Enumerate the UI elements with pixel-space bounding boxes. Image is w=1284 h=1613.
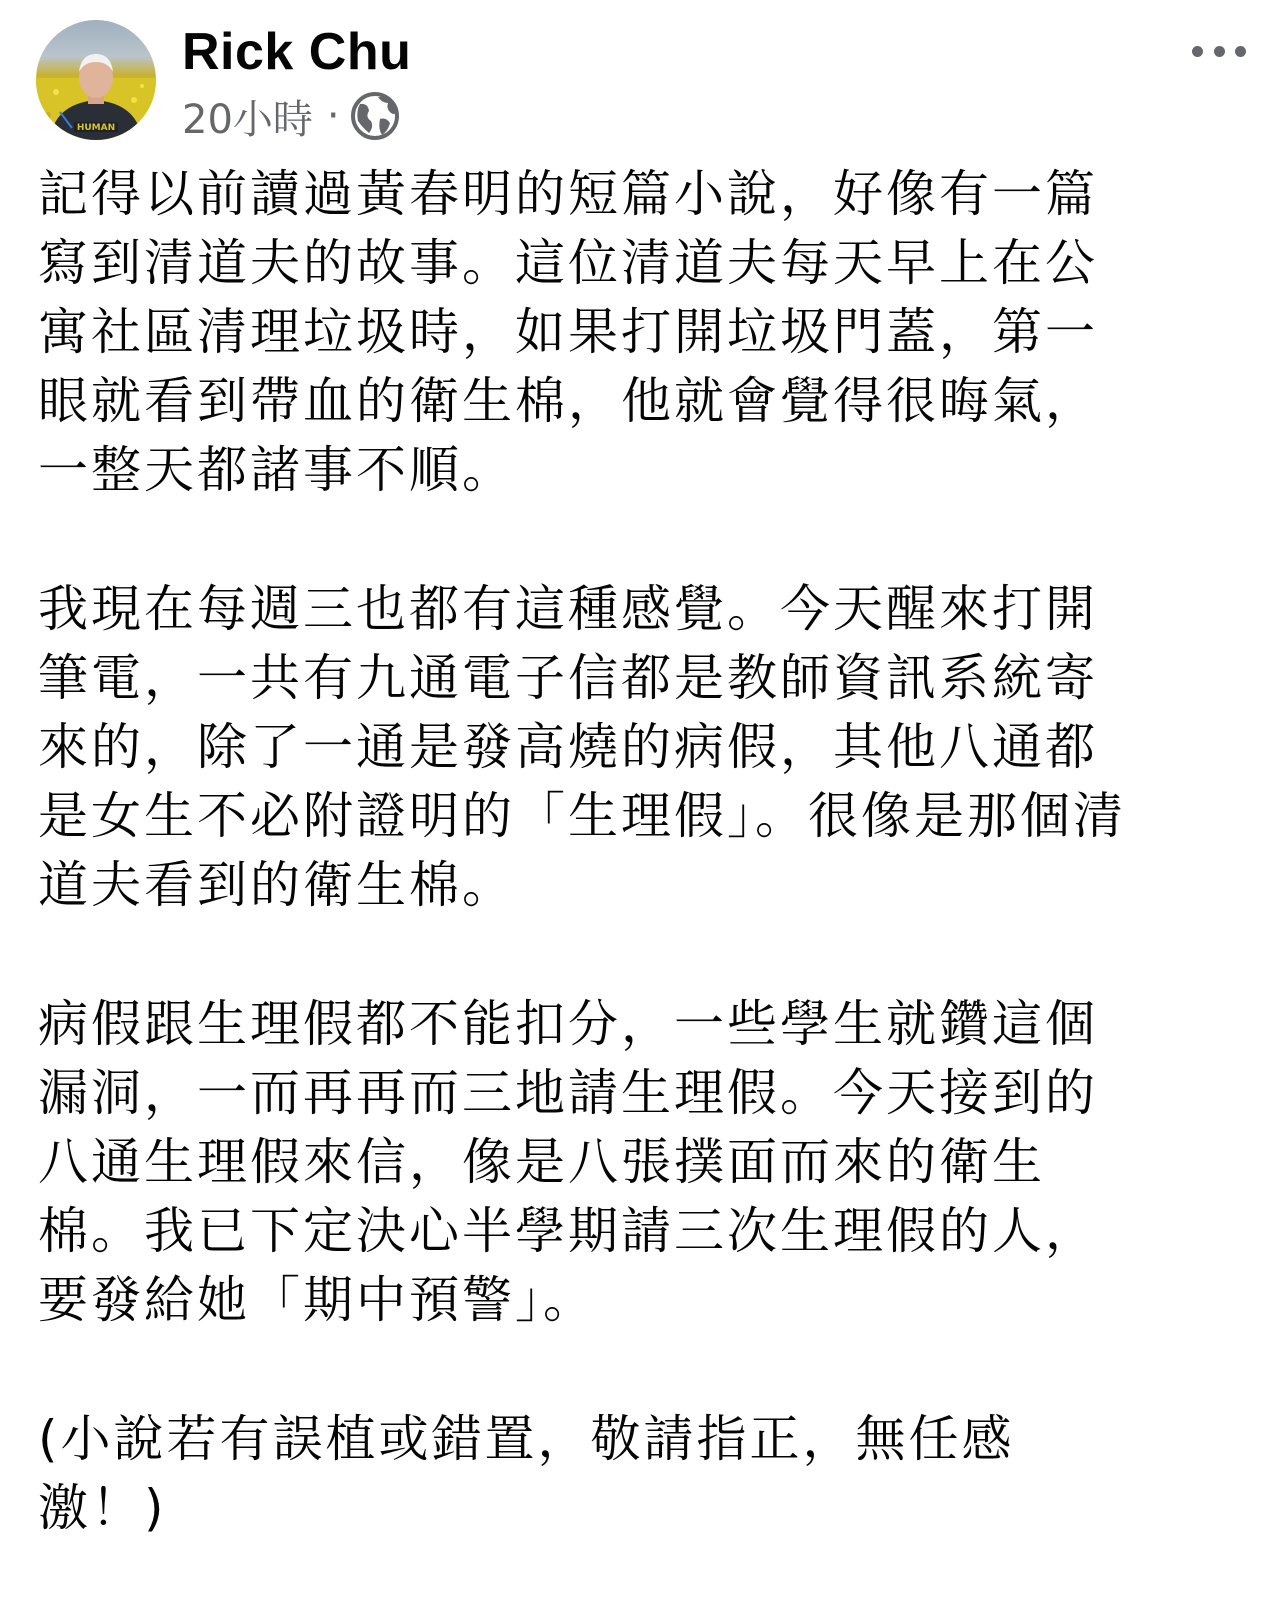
post-paragraph <box>38 575 1248 920</box>
post-text-line: 要發給她「期中預警」。 <box>38 1271 596 1329</box>
post-text-line: 眼就看到帶血的衛生棉，他就會覺得很晦氣， <box>38 372 1098 430</box>
post-header <box>0 0 1284 150</box>
post-paragraph <box>38 990 1248 1335</box>
globe-icon[interactable] <box>350 91 400 141</box>
post-paragraph <box>38 160 1248 505</box>
avatar-shirt-text: HUMAN <box>76 123 116 133</box>
post-timestamp[interactable]: 20小時 <box>182 96 313 143</box>
more-options-icon[interactable] <box>1192 36 1246 66</box>
post-text-line: 記得以前讀過黃春明的短篇小說，好像有一篇 <box>38 165 1098 223</box>
post-text-line: 寓社區清理垃圾時，如果打開垃圾門蓋，第一 <box>38 303 1098 361</box>
author-name[interactable]: Rick Chu <box>182 23 412 81</box>
post-text-line: 病假跟生理假都不能扣分，一些學生就鑽這個 <box>38 995 1098 1053</box>
post-text-line: 我現在每週三也都有這種感覺。今天醒來打開 <box>38 580 1098 638</box>
post-text-line: 棉。我已下定決心半學期請三次生理假的人， <box>38 1202 1098 1260</box>
post-text-line: 漏洞，一而再再而三地請生理假。今天接到的 <box>38 1064 1098 1122</box>
post-text-line: 來的，除了一通是發高燒的病假，其他八通都 <box>38 718 1098 776</box>
post-body <box>38 160 1248 1613</box>
post-text-line: 筆電，一共有九通電子信都是教師資訊系統寄 <box>38 649 1098 707</box>
post-text-line: 寫到清道夫的故事。這位清道夫每天早上在公 <box>38 234 1098 292</box>
post-text-line: 一整天都諸事不順。 <box>38 441 515 499</box>
post-text-line: 是女生不必附證明的「生理假」。很像是那個清 <box>38 787 1126 845</box>
post-text-line: 八通生理假來信，像是八張撲面而來的衛生 <box>38 1133 1045 1191</box>
author-avatar[interactable] <box>36 20 156 140</box>
post-text-line: 激！) <box>38 1479 167 1537</box>
meta-separator: · <box>326 93 340 139</box>
post-meta <box>182 88 400 144</box>
post-text-line: (小說若有誤植或錯置，敬請指正，無任感 <box>38 1410 1015 1468</box>
post-text-line: 道夫看到的衛生棉。 <box>38 856 515 914</box>
profile-photo <box>36 20 156 140</box>
post-paragraph <box>38 1405 1248 1543</box>
